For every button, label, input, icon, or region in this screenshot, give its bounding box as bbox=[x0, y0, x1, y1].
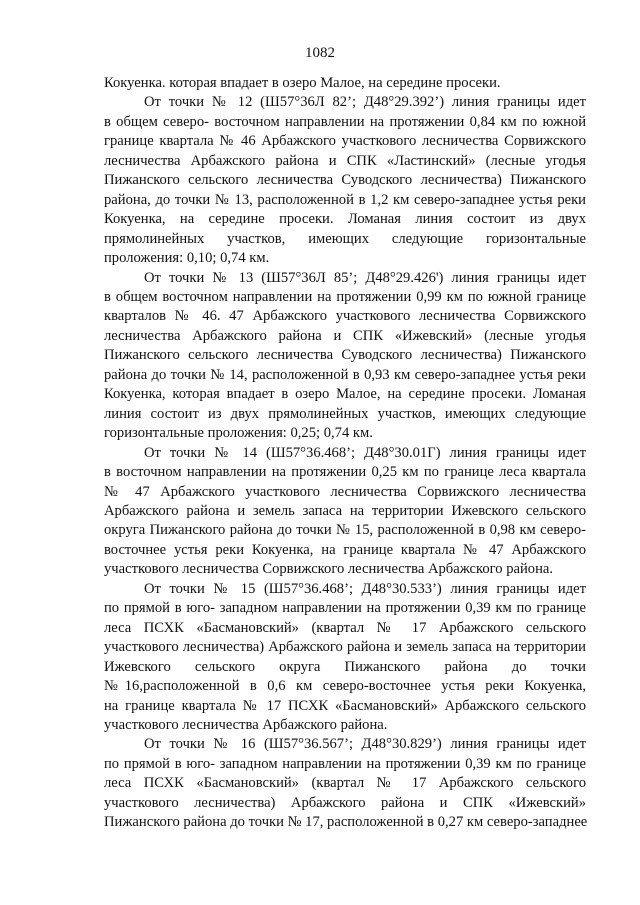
paragraph bbox=[104, 269, 586, 444]
text-line: восточнее устья реки Кокуенка, на границе квартала № 47 Арбажского bbox=[104, 541, 586, 558]
text-line: Кокуенка. которая впадает в озеро Малое, на середине просеки. bbox=[104, 75, 501, 91]
text-line: леса ПСХК «Басмановский» (квартал № 17 Арбажского сельского bbox=[104, 619, 586, 636]
text-line: №16,расположенной в 0,6 км северо-восточнее устья реки Кокуенка, bbox=[104, 678, 586, 695]
text-line: лесничества Арбажского района и СПК «Ластинский» (лесные угодья bbox=[104, 152, 586, 169]
text-line: Пижанского района до точки № 17, расположенной в 0,27 км северо-западнее bbox=[104, 814, 588, 831]
paragraph bbox=[104, 735, 586, 832]
page-number: 1082 bbox=[305, 45, 335, 61]
text-line: границе квартала № 46 Арбажского участкового лесничества Сорвижского bbox=[104, 133, 586, 150]
text-line: участкового лесничества) Арбажского района и земель запаса на территории bbox=[104, 639, 586, 656]
paragraph bbox=[104, 74, 586, 93]
text-line: Пижанского сельского лесничества Суводского лесничества) Пижанского bbox=[104, 347, 586, 364]
paragraph bbox=[104, 444, 586, 580]
text-line: проложения: 0,10; 0,74 км. bbox=[104, 250, 270, 267]
text-line: № 47 Арбажского участкового лесничества Сорвижского лесничества bbox=[104, 483, 586, 500]
text-line: Ижевского сельского округа Пижанского района до точки bbox=[104, 658, 586, 675]
text-line: района, до точки № 13, расположенной в 1,2 км северо-западнее устья реки bbox=[104, 191, 586, 208]
text-line: прямолинейных участков, имеющих следующие горизонтальные bbox=[104, 230, 586, 247]
text-line: района до точки № 14, расположенной в 0,93 км северо-западнее устья реки bbox=[104, 366, 586, 383]
text-line: в общем восточном направлении на протяжении 0,99 км по южной границе bbox=[104, 288, 586, 305]
text-line: От точки № 14 (Ш57°36.468’; Д48°30.01Г) линия границы идет bbox=[144, 444, 586, 461]
text-line: леса ПСХК «Басмановский» (квартал № 17 Арбажского сельского bbox=[104, 775, 586, 792]
text-line: От точки № 15 (Ш57°36.468’; Д48°30.533’) линия границы идет bbox=[144, 580, 586, 597]
text-line: линия состоит из двух прямолинейных участков, имеющих следующие bbox=[104, 405, 586, 422]
text-line: Кокуенка, которая впадает в озеро Малое, на середине просеки. Ломаная bbox=[104, 386, 586, 403]
paragraph bbox=[104, 93, 586, 268]
text-line: От точки № 13 (Ш57°36Л 85’; Д48°29.426') линия границы идет bbox=[144, 269, 586, 286]
text-line: Пижанского сельского лесничества Суводского лесничества) Пижанского bbox=[104, 172, 586, 189]
text-line: горизонтальные проложения: 0,25; 0,74 км. bbox=[104, 425, 373, 442]
text-line: участкового лесничества Сорвижского лесничества Арбажского района. bbox=[104, 561, 554, 578]
text-line: в восточном направлении на протяжении 0,25 км по границе леса квартала bbox=[104, 464, 586, 481]
document-body bbox=[104, 74, 586, 833]
text-line: Кокуенка, на середине просеки. Ломаная линия состоит из двух bbox=[104, 211, 586, 228]
text-line: на границе квартала № 17 ПСХК «Басмановский» Арбажского сельского bbox=[104, 697, 586, 714]
text-line: кварталов № 46. 47 Арбажского участкового лесничества Сорвижского bbox=[104, 308, 586, 325]
text-line: по прямой в юго- западном направлении на протяжении 0,39 км по границе bbox=[104, 600, 586, 617]
text-line: по прямой в юго- западном направлении на протяжении 0,39 км по границе bbox=[104, 755, 586, 772]
text-line: От точки № 16 (Ш57°36.567’; Д48°30.829’) линия границы идет bbox=[144, 736, 586, 753]
text-line: лесничества Арбажского района и СПК «Ижевский» (лесные угодья bbox=[104, 327, 586, 344]
paragraph bbox=[104, 580, 586, 736]
text-line: участкового лесничества Арбажского района. bbox=[104, 716, 388, 733]
text-line: Арбажского района и земель запаса на территории Ижевского сельского bbox=[104, 502, 586, 519]
text-line: округа Пижанского района до точки № 15, расположенной в 0,98 км северо- bbox=[104, 522, 586, 539]
text-line: От точки № 12 (Ш57°36Л 82’; Д48°29.392’) линия границы идет bbox=[144, 94, 586, 111]
text-line: в общем северо- восточном направлении на протяжении 0,84 км по южной bbox=[104, 113, 586, 130]
text-line: участкового лесничества) Арбажского района и СПК «Ижевский» bbox=[104, 794, 586, 811]
